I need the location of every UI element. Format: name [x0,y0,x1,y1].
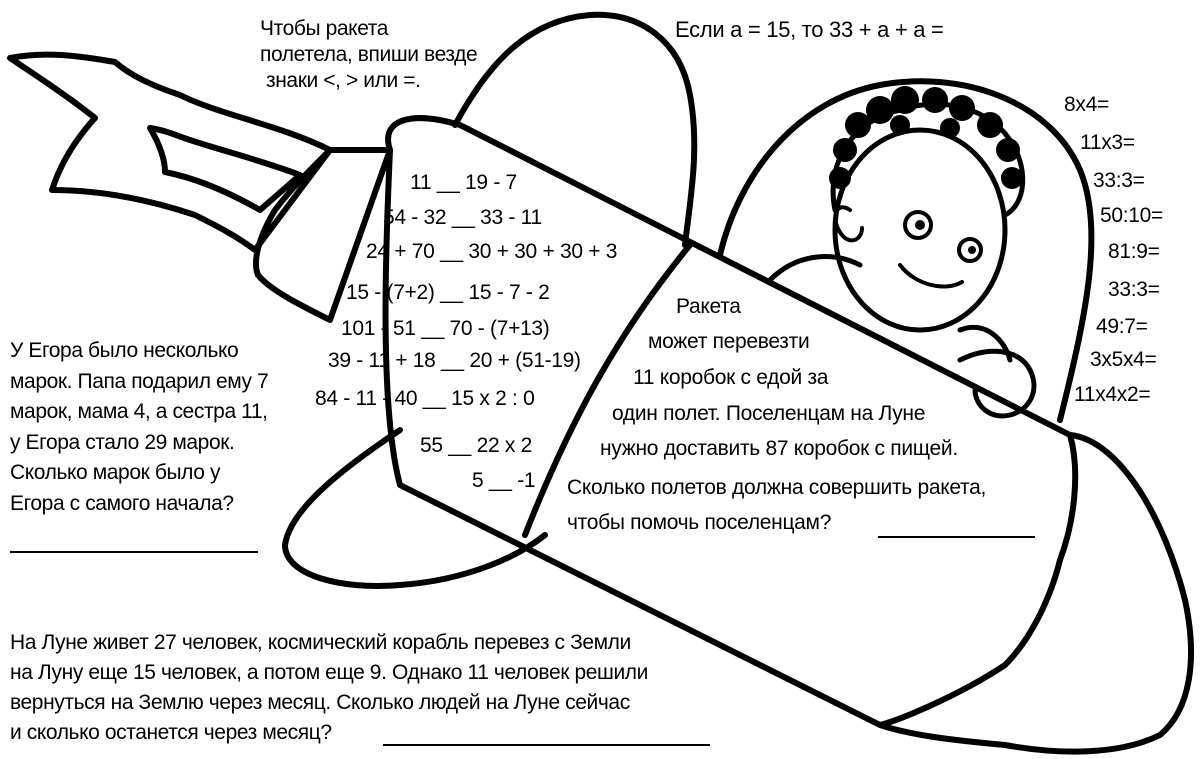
arithmetic-item: 50:10= [1100,204,1164,227]
instructions-line: Чтобы ракета [260,17,389,40]
stamps-problem-line: Егора с самого начала? [10,491,234,515]
moon-problem-line: на Луну еще 15 человек, а потом еще 9. Однако 11 человек решили [10,661,648,684]
comparison-item: 101 - 51 __ 70 - (7+13) [341,317,550,340]
comparison-item: 84 - 11 - 40 __ 15 х 2 : 0 [315,387,535,410]
moon-problem-line: На Луне живет 27 человек, космический корабль перевез с Земли [10,631,631,654]
stamps-problem [10,336,268,519]
arithmetic-item: 8х4= [1064,93,1109,116]
comparison-item: 39 - 11 + 18 __ 20 + (51-19) [328,349,581,372]
stamps-problem-line: Сколько марок было у [10,461,221,484]
rocket-problem-line: может перевезти [648,330,810,353]
problem-expression: Если а = 15, то 33 + а + а = [675,17,944,42]
instructions-line: полетела, впиши везде [260,43,478,66]
moon-problem [10,628,648,748]
flame-inner [150,128,300,210]
instructions-text [260,16,477,94]
stamps-problem-line: У Егора было несколько [10,339,239,362]
arithmetic-item: 3х5х4= [1090,348,1157,371]
arithmetic-item: 11х3= [1080,131,1135,154]
instructions-line: знаки <, > или =. [266,69,421,92]
comparison-item: 24 + 70 __ 30 + 30 + 30 + 3 [366,240,618,263]
stamps-problem-line: у Егора стало 29 марок. [10,430,235,454]
rocket-problem-line: один полет. Поселенцам на Луне [612,402,926,425]
stamps-problem-line: марок, мама 4, а сестра 11, [10,400,268,423]
rocket-problem-line: нужно доставить 87 коробок с пищей. [600,437,958,460]
moon-problem-line: и сколько останется через месяц? [10,721,332,744]
comparison-item: 5 __ -1 [472,469,536,492]
rocket-problem-line: Сколько полетов должна совершить ракета, [567,476,987,499]
arithmetic-item: 33:3= [1093,169,1145,192]
arithmetic-item: 11х4х2= [1074,383,1151,406]
stamps-problem-line: марок. Папа подарил ему 7 [10,369,269,393]
comparison-item: 54 - 32 __ 33 - 11 [383,206,542,229]
comparison-item: 15 - (7+2) __ 15 - 7 - 2 [346,281,550,304]
rocket-problem-line: чтобы помочь поселенцам? [567,511,832,534]
moon-problem-line: вернуться на Землю через месяц. Сколько людей на Луне сейчас [10,691,630,714]
comparison-item: 55 __ 22 х 2 [420,434,532,457]
boy-ear [835,207,862,240]
rocket-problem-line: Ракета [676,295,741,318]
comparison-item: 11 __ 19 - 7 [410,171,517,194]
arithmetic-item: 81:9= [1108,240,1160,263]
rocket-problem-line: 11 коробок с едой за [633,366,829,389]
boy-smile [900,265,962,287]
arithmetic-item: 49:7= [1096,315,1148,338]
arithmetic-item: 33:3= [1108,278,1160,301]
